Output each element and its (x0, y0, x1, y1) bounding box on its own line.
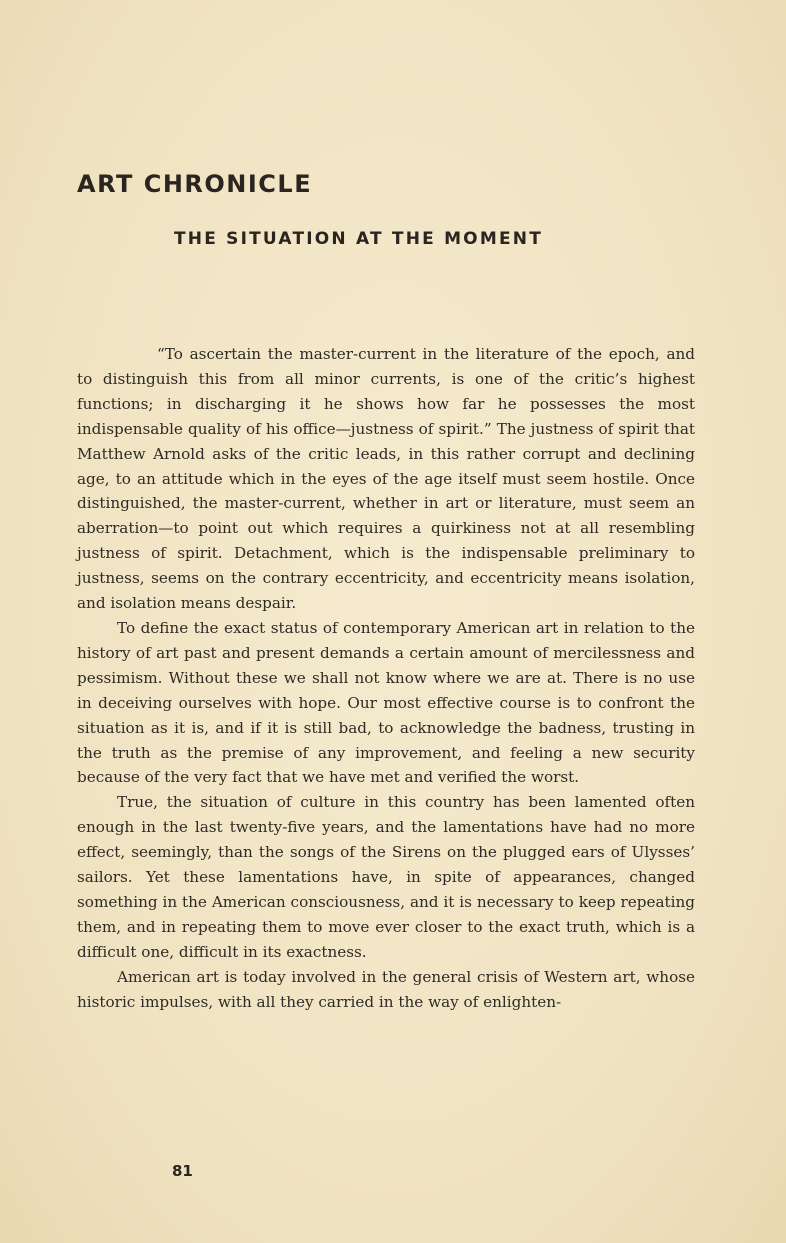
section-title: THE SITUATION AT THE MOMENT (174, 229, 543, 249)
body-text (77, 342, 695, 1014)
page-number: 81 (172, 1162, 193, 1180)
paragraph: American art is today involved in the general crisis of Western art, whose historic impulses, with all they carried in the way of enlighten- (77, 967, 695, 1011)
paragraph: “To ascertain the master-current in the literature of the epoch, and to distinguish this from all minor currents, is one of the critic’s highest functions; in discharging it he shows how far he possesses the most indispensable quality of his office—justness of spirit.” The justness of spirit that Matthew Arnold asks of the critic leads, in this rather corrupt and declining age, to an attitude which in the eyes of the age itself must seem hostile. Once distinguished, the master-current, whether in art or literature, must seem an aberration—to point out which requires a quirkiness not at all resembling justness of spirit. Detachment, which is the indispensable preliminary to justness, seems on the contrary eccentricity, and eccentricity means isolation, and isolation means despair. (77, 345, 695, 613)
paragraph: To define the exact status of contemporary American art in relation to the history of art past and present demands a certain amount of mercilessness and pessimism. Without these we shall not know where we are at. There is no use in deceiving ourselves with hope. Our most effective course is to confront the situation as it is, and if it is still bad, to acknowledge the badness, trusting in the truth as the premise of any improvement, and feeling a new security because of the very fact that we have met and verified the worst. (77, 618, 695, 787)
chapter-title: ART CHRONICLE (77, 170, 313, 198)
paragraph: True, the situation of culture in this country has been lamented often enough in the last twenty-five years, and the lamentations have had no more effect, seemingly, than the songs of the Sirens on the plugged ears of Ulysses’ sailors. Yet these lamentations have, in spite of appearances, changed something in the American consciousness, and it is necessary to keep repeating them, and in repeating them to move ever closer to the exact truth, which is a difficult one, difficult in its exactness. (77, 793, 695, 961)
